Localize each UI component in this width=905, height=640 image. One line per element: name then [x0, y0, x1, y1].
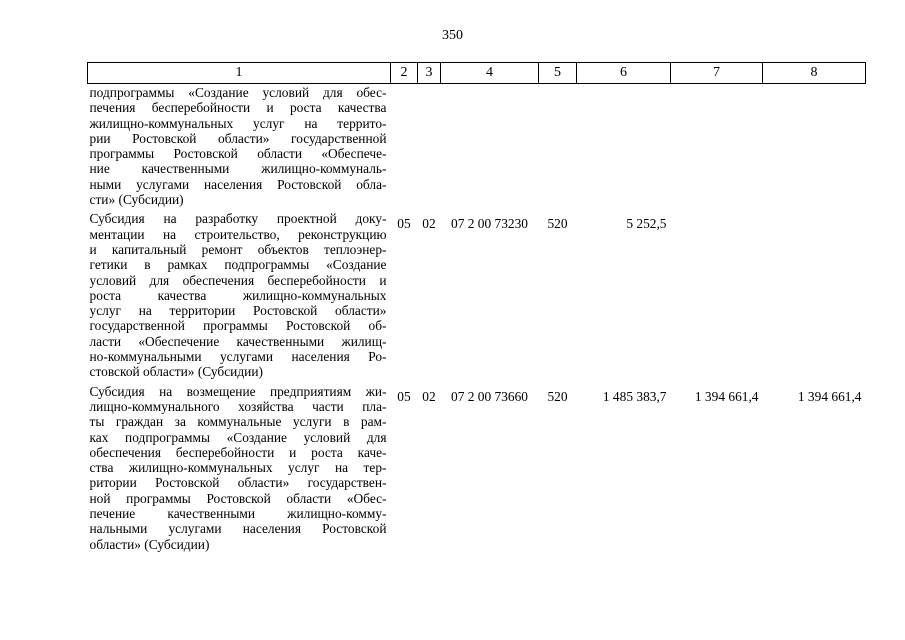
header-col-8: 8: [763, 63, 866, 84]
subsection-code: 02: [422, 216, 436, 232]
description-line: государственной программы Ростовской об-: [89, 318, 387, 334]
description-line: печение качественными жилищно-комму-: [89, 506, 387, 522]
amount-col-6: 1 485 383,7: [602, 388, 667, 404]
description-line: обеспечения бесперебойности и роста каче-: [89, 444, 387, 460]
description-line: стовской области» (Субсидии): [89, 364, 263, 380]
header-col-6: 6: [577, 63, 671, 84]
page-number: 350: [442, 28, 463, 43]
expense-type-code: 520: [547, 216, 568, 232]
budget-table-container: [87, 62, 865, 555]
description-line: роста качества жилищно-коммунальных: [89, 287, 387, 303]
description-line: ритории Ростовской области» государствен-: [89, 475, 387, 491]
description-line: жилищно-коммунальных услуг на террито-: [89, 115, 387, 131]
description-line: рии Ростовской области» государственной: [89, 130, 387, 146]
description-line: условий для обеспечения бесперебойности и: [89, 272, 387, 288]
description-line: ной программы Ростовской области «Обес-: [89, 490, 387, 506]
description-line: гетики в рамках подпрограммы «Создание: [89, 257, 387, 273]
amount-col-6: 5 252,5: [626, 216, 667, 232]
header-row: [88, 63, 866, 84]
description-line: лищно-коммунального хозяйства части пла-: [89, 398, 387, 414]
description-line: ках подпрограммы «Создание условий для: [89, 429, 387, 445]
target-article-code: 07 2 00 73230: [451, 216, 528, 232]
description-line: подпрограммы «Создание условий для обес-: [89, 85, 387, 100]
amount-col-7: [671, 84, 763, 211]
row-description: [88, 210, 391, 382]
amount-col-8: [763, 84, 866, 211]
table-header: [88, 63, 866, 84]
description-line: ными услугами населения Ростовской обла-: [89, 176, 387, 192]
description-line: сти» (Субсидии): [89, 192, 184, 208]
budget-table: [87, 62, 866, 555]
expense-type-code: [539, 84, 577, 211]
description-line: услуг на территории Ростовской области»: [89, 303, 387, 319]
description-line: ты граждан за коммунальные услуги в рам-: [89, 414, 387, 430]
description-line: ласти «Обеспечение качественными жилищ-: [89, 333, 387, 349]
amount-col-7: [671, 210, 763, 382]
header-col-5: 5: [539, 63, 577, 84]
subsection-code: 02: [422, 388, 436, 404]
subsection-code: [418, 84, 441, 211]
header-col-3: 3: [418, 63, 441, 84]
table-row: [88, 84, 866, 211]
section-code: 05: [397, 388, 411, 404]
amount-col-7: 1 394 661,4: [694, 388, 759, 404]
description-line: нальными услугами населения Ростовской: [89, 521, 387, 537]
row-description: [88, 84, 391, 211]
table-row: [88, 210, 866, 382]
header-col-4: 4: [441, 63, 539, 84]
description-line: ние качественными жилищно-коммуналь-: [89, 161, 387, 177]
description-line: и капитальный ремонт объектов теплоэнер-: [89, 241, 387, 257]
description-line: печения бесперебойности и роста качества: [89, 100, 387, 116]
amount-col-8: 1 394 661,4: [797, 388, 862, 404]
header-col-2: 2: [391, 63, 418, 84]
section-code: [391, 84, 418, 211]
section-code: 05: [397, 216, 411, 232]
header-col-7: 7: [671, 63, 763, 84]
table-row: [88, 383, 866, 555]
amount-col-8: [763, 210, 866, 382]
description-line: программы Ростовской области «Обеспече-: [89, 146, 387, 162]
table-body: [88, 84, 866, 555]
row-description: [88, 383, 391, 555]
description-line: Субсидия на возмещение предприятиям жи-: [89, 383, 387, 399]
description-line: но-коммунальными услугами населения Ро-: [89, 349, 387, 365]
amount-col-6: [577, 84, 671, 211]
description-line: ства жилищно-коммунальных услуг на тер-: [89, 460, 387, 476]
expense-type-code: 520: [547, 388, 568, 404]
description-line: ментации на строительство, реконструкцию: [89, 226, 387, 242]
description-line: области» (Субсидии): [89, 536, 210, 552]
description-line: Субсидия на разработку проектной доку-: [89, 211, 387, 227]
target-article-code: 07 2 00 73660: [451, 388, 528, 404]
target-article-code: [441, 84, 539, 211]
header-col-1: 1: [88, 63, 391, 84]
